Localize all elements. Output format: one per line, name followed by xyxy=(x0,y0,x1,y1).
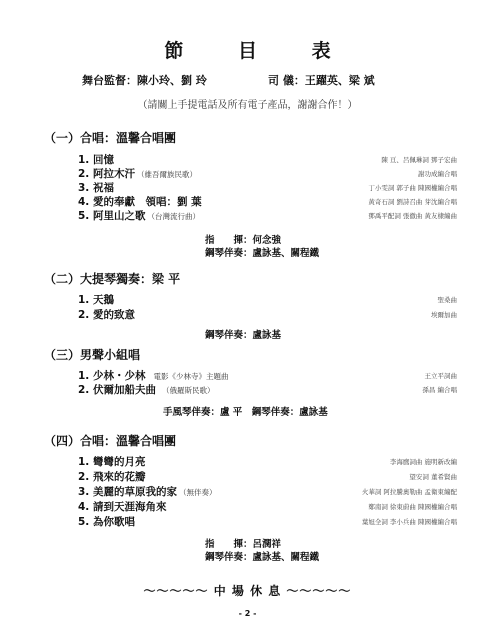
section-3-item-2 xyxy=(78,382,214,397)
section-4-item-3-credit: 火華詞 阿拉騰奧勒曲 孟衛東編配 xyxy=(361,488,457,496)
item-note: （俄羅斯民歌） xyxy=(161,386,215,395)
section-2-item-1-credit: 聖桑曲 xyxy=(437,296,457,304)
section-1-conductor: 指 揮：何念強 xyxy=(205,235,282,246)
item-title: 3. 祝福 xyxy=(78,182,114,194)
stage-manager-line: 舞台監督：陳小玲、劉 玲 xyxy=(82,74,207,87)
section-1-item-2 xyxy=(78,166,197,181)
item-title: 2. 阿拉木汗 xyxy=(78,168,135,180)
section-4-item-2 xyxy=(78,469,147,484)
section-2-item-2-credit: 埃爾加曲 xyxy=(431,311,457,319)
section-1-pianist: 鋼琴伴奏：盧詠基、關程鐵 xyxy=(205,248,320,259)
item-note: （台灣流行曲） xyxy=(147,212,200,221)
section-1-item-4-credit: 黃奇石詞 劉詩召曲 芽沈編合唱 xyxy=(368,198,457,206)
section-3-accompanists: 手風琴伴奏：盧 平 鋼琴伴奏：盧詠基 xyxy=(163,407,328,418)
item-title: 2. 飛來的花瓣 xyxy=(78,471,146,483)
item-title: 1. 少林・少林 xyxy=(78,370,146,382)
section-1-item-1-credit: 陳 亘、呂佩琳詞 鄧子宏曲 xyxy=(381,156,457,164)
section-4-pianist: 鋼琴伴奏：盧詠基、關程鐵 xyxy=(205,552,320,563)
item-note: （維吾爾族民歌） xyxy=(136,170,197,179)
item-title: 4. 請到天涯海角來 xyxy=(78,501,167,513)
host-line: 司 儀：王躍英、梁 斌 xyxy=(268,74,375,87)
item-title: 5. 阿里山之歌 xyxy=(78,210,146,222)
section-4-item-2-credit: 望安詞 董希賢曲 xyxy=(409,473,457,481)
section-2-item-2 xyxy=(78,307,137,322)
item-title: 1. 彎彎的月亮 xyxy=(78,456,146,468)
program-title: 節 目 表 xyxy=(164,40,355,62)
section-1-item-2-credit: 謝功成編合唱 xyxy=(418,170,457,178)
item-title: 4. 愛的奉獻 領唱：劉 葉 xyxy=(78,196,202,208)
item-title: 1. 回憶 xyxy=(78,154,114,166)
section-4-item-1 xyxy=(78,454,147,469)
section-2-pianist: 鋼琴伴奏：盧詠基 xyxy=(205,330,282,341)
section-1-heading: （一）合唱：溫馨合唱團 xyxy=(44,131,177,145)
section-4-conductor: 指 揮：呂潤祥 xyxy=(205,539,282,550)
page-number: - 2 - xyxy=(238,609,257,618)
section-4-item-1-credit: 李海鷹詞曲 施明新改編 xyxy=(389,458,457,466)
section-4-heading: （四）合唱：溫馨合唱團 xyxy=(44,434,177,448)
section-1-item-3-credit: 丁小雯詞 郭子曲 陳國權編合唱 xyxy=(368,184,457,192)
section-1-item-5 xyxy=(78,208,200,223)
section-4-item-4-credit: 鄭南詞 徐東蔚曲 陳國權編合唱 xyxy=(368,503,457,511)
item-title: 1. 天鵝 xyxy=(78,294,114,306)
section-1-item-4 xyxy=(78,194,204,209)
section-4-item-5 xyxy=(78,514,137,529)
section-1-item-3 xyxy=(78,180,116,195)
item-note: （無伴奏） xyxy=(178,488,217,497)
item-title: 3. 美麗的草原我的家 xyxy=(78,486,177,498)
item-note: 電影《少林寺》主題曲 xyxy=(153,372,229,381)
item-title: 2. 愛的致意 xyxy=(78,309,135,321)
item-title: 5. 為你歌唱 xyxy=(78,516,135,528)
section-3-item-2-credit: 孫昌 編合唱 xyxy=(422,386,457,394)
section-1-item-1 xyxy=(78,152,116,167)
intermission-banner: ～～～～～ 中 場 休 息 ～～～～～ xyxy=(143,584,352,598)
section-4-item-4 xyxy=(78,499,168,514)
section-4-item-3 xyxy=(78,484,216,499)
section-1-item-5-credit: 鄧禹平配詞 張徹曲 黃友棣編曲 xyxy=(368,212,457,220)
phone-notice: （請關上手提電話及所有電子產品，謝謝合作！） xyxy=(137,100,358,111)
section-3-item-1-credit: 王立平詞曲 xyxy=(424,372,457,380)
section-2-item-1 xyxy=(78,292,116,307)
section-4-item-5-credit: 葉旭全詞 李小兵曲 陳國權編合唱 xyxy=(361,518,457,526)
section-3-heading: （三）男聲小組唱 xyxy=(44,348,141,362)
item-title: 2. 伏爾加船夫曲 xyxy=(78,384,156,396)
section-3-item-1 xyxy=(78,368,228,383)
section-2-heading: （二）大提琴獨奏：梁 平 xyxy=(44,272,181,286)
